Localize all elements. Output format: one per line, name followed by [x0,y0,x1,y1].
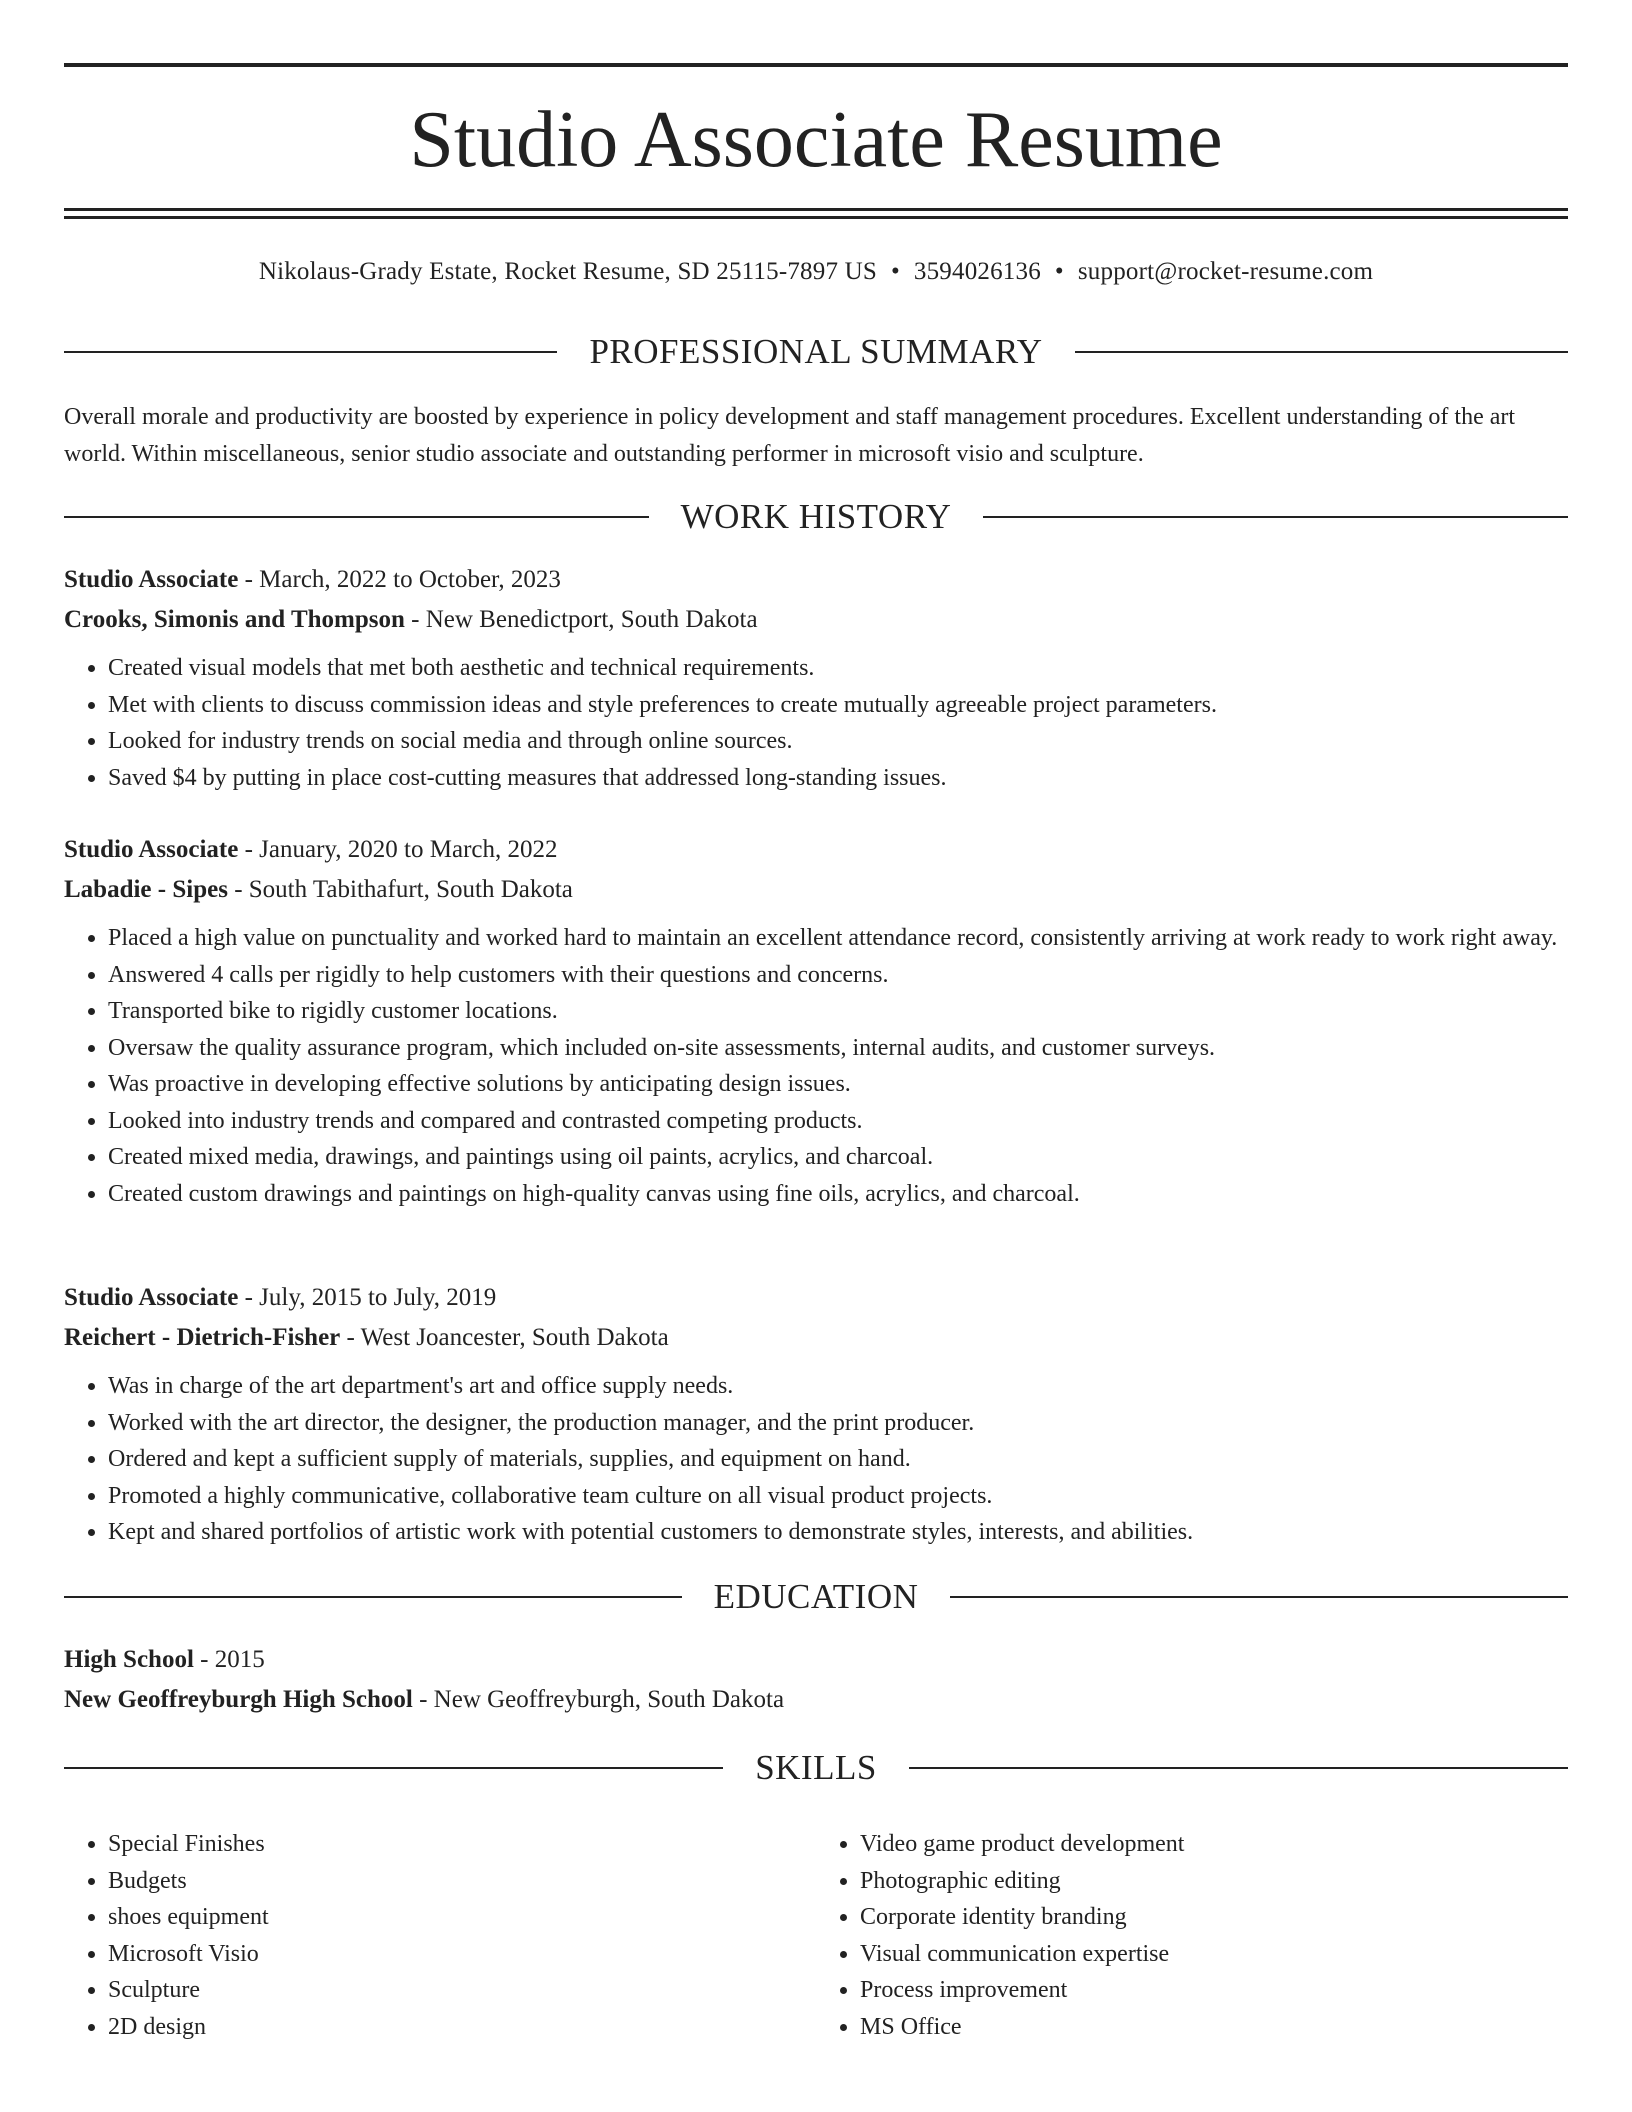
section-rule-left [64,516,649,518]
section-heading-skills [64,1748,1568,1788]
section-rule-right [950,1596,1568,1598]
skill-item: • Photographic editing [860,1863,1568,1900]
contact-separator: • [1054,258,1064,285]
skills-column-right [816,1826,1568,2045]
professional-summary-text: Overall morale and productivity are boosted by experience in policy development and staff management procedures. Excellent understanding of the art world. Within miscellaneous, senior studio associate and outstanding performer in microsoft visio and sculpture. [64,404,1516,467]
education-entry [64,1640,1568,1720]
job-title: Studio Associate [64,1284,239,1311]
section-title: PROFESSIONAL SUMMARY [589,332,1043,371]
section-heading-summary [64,332,1568,372]
job-company: Crooks, Simonis and Thompson [64,606,405,633]
contact-line [64,254,1568,290]
job-entry-3 [64,1278,1568,1551]
job-title: Studio Associate [64,836,239,863]
section-rule-right [909,1767,1568,1769]
section-title: EDUCATION [713,1577,919,1616]
header-double-rule-upper [64,208,1568,211]
section-rule-left [64,1596,682,1598]
skill-item: • Special Finishes [108,1826,816,1863]
contact-separator: • [890,258,900,285]
job-bullets [64,650,1568,796]
job-entry-2 [64,830,1568,1212]
skill-item: • Process improvement [860,1972,1568,2009]
section-rule-right [983,516,1568,518]
job-location: - West Joancester, South Dakota [340,1324,669,1351]
education-school: New Geoffreyburgh High School [64,1686,413,1713]
header-top-rule [64,63,1568,67]
job-entry-1 [64,560,1568,796]
skill-item: • Budgets [108,1863,816,1900]
section-heading-education [64,1577,1568,1617]
job-bullet: • Was proactive in developing effective solutions by anticipating design issues. [108,1066,1568,1103]
section-title: SKILLS [755,1748,877,1787]
education-location: - New Geoffreyburgh, South Dakota [412,1686,785,1713]
job-bullet: • Was in charge of the art department's art and office supply needs. [108,1368,1568,1405]
resume-title: Studio Associate Resume [409,96,1223,184]
job-location: - South Tabithafurt, South Dakota [227,876,573,903]
job-bullet: • Saved $4 by putting in place cost-cutting measures that addressed long-standing issues. [108,760,1568,797]
education-year: - 2015 [193,1646,265,1673]
job-bullet: • Worked with the art director, the designer, the production manager, and the print producer. [108,1405,1568,1442]
job-bullets [64,920,1568,1212]
contact-phone: 3594026136 [913,258,1041,285]
skill-item: • 2D design [108,2009,816,2046]
job-bullet: • Ordered and kept a sufficient supply of materials, supplies, and equipment on hand. [108,1441,1568,1478]
job-bullet: • Kept and shared portfolios of artistic work with potential customers to demonstrate styles, interests, and abilities. [108,1514,1568,1551]
skill-item: • Corporate identity branding [860,1899,1568,1936]
job-bullet: • Looked into industry trends and compared and contrasted competing products. [108,1103,1568,1140]
job-bullets [64,1368,1568,1551]
contact-address: Nikolaus-Grady Estate, Rocket Resume, SD 25115-7897 US [258,258,877,285]
skill-item: • Video game product development [860,1826,1568,1863]
skills-column-left [64,1826,816,2045]
job-location: - New Benedictport, South Dakota [404,606,758,633]
job-bullet: • Created visual models that met both aesthetic and technical requirements. [108,650,1568,687]
section-rule-left [64,1767,723,1769]
skill-item: • shoes equipment [108,1899,816,1936]
job-bullet: • Oversaw the quality assurance program, which included on-site assessments, internal audits, and customer surveys. [108,1030,1568,1067]
skill-item: • Microsoft Visio [108,1936,816,1973]
header-double-rule-lower [64,216,1568,219]
job-bullet: • Created mixed media, drawings, and paintings using oil paints, acrylics, and charcoal. [108,1139,1568,1176]
job-bullet: • Created custom drawings and paintings on high-quality canvas using fine oils, acrylics, and charcoal. [108,1176,1568,1213]
job-company: Reichert - Dietrich-Fisher [64,1324,341,1351]
job-bullet: • Answered 4 calls per rigidly to help customers with their questions and concerns. [108,957,1568,994]
job-company: Labadie - Sipes [64,876,228,903]
skill-item: • Visual communication expertise [860,1936,1568,1973]
skills-list [64,1826,1568,2045]
section-rule-left [64,351,557,353]
job-title: Studio Associate [64,566,239,593]
job-bullet: • Looked for industry trends on social media and through online sources. [108,723,1568,760]
job-bullet: • Transported bike to rigidly customer locations. [108,993,1568,1030]
job-bullet: • Promoted a highly communicative, collaborative team culture on all visual product projects. [108,1478,1568,1515]
job-bullet: • Placed a high value on punctuality and worked hard to maintain an excellent attendance record, consistently arriving at work ready to work right away. [108,920,1568,957]
job-dates: - January, 2020 to March, 2022 [238,836,558,863]
contact-email: support@rocket-resume.com [1077,258,1374,285]
education-degree: High School [64,1646,194,1673]
skill-item: • Sculpture [108,1972,816,2009]
job-dates: - March, 2022 to October, 2023 [238,566,561,593]
job-dates: - July, 2015 to July, 2019 [238,1284,497,1311]
section-title: WORK HISTORY [680,497,952,536]
section-heading-work [64,497,1568,537]
section-rule-right [1075,351,1568,353]
skill-item: • MS Office [860,2009,1568,2046]
job-bullet: • Met with clients to discuss commission ideas and style preferences to create mutually agreeable project parameters. [108,687,1568,724]
